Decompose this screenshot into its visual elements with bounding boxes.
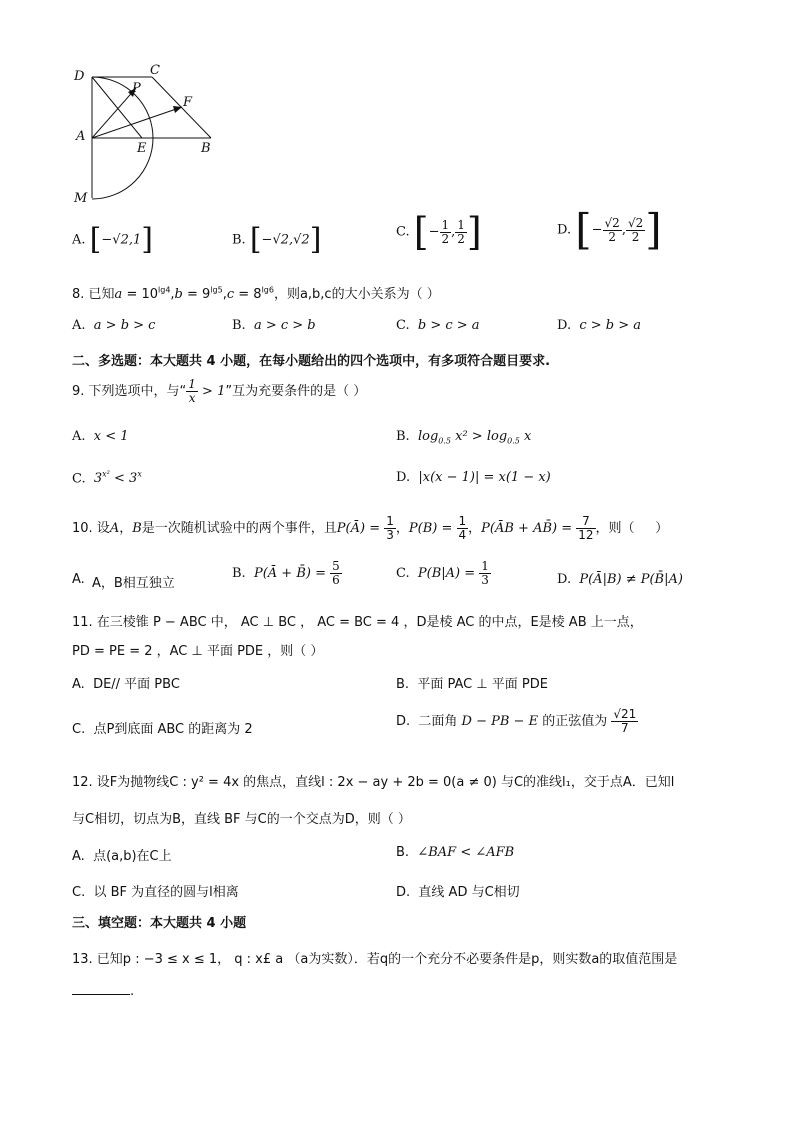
arrowhead-f [173,106,182,113]
q7-option-d: D. [− $\frac{√2}{2}$ , $\frac{√2}{2}$ ] [557,205,662,254]
q9-option-b: B. $\log_{0.5} x^2 > \log_{0.5} x$ [396,429,532,446]
q9-option-a: A. x < 1 [72,429,129,444]
q8-option-c: C. b > c > a [396,318,480,333]
q10-option-d: D. P(Ā|B) ≠ P(B̄|A) [557,572,683,587]
q11-option-c: C. 点P到底面 ABC 的距离为 2 [72,722,253,737]
q11-option-d: D. 二面角 D − PB − E 的正弦值为 $\frac{√21}{7}$ [396,707,637,735]
q7-a-letter: A. [72,232,86,248]
q11-option-b: B. 平面 PAC ⊥ 平面 PDE [396,677,548,692]
q8-d-text: c > b > a [579,318,642,333]
q7-b-letter: B. [232,232,246,248]
q12-option-c: C. 以 BF 为直径的圆与l相离 [72,885,239,900]
q8-prefix: 8. 已知 [72,287,115,302]
q7-option-b: B. [−√2,√2] [232,222,322,257]
q9-option-d: D. |x(x − 1)| = x(1 − x) [396,470,551,485]
label-a: A [76,129,86,144]
q7-c-letter: C. [396,224,410,240]
label-f: F [183,95,193,110]
section2-title: 二、多选题：本大题共 4 小题，在每小题给出的四个选项中，有多项符合题目要求. [72,354,551,369]
q10-option-b: B. P(Ā + B̄) = $\frac{5}{6}$ [232,559,340,587]
q8-suffix: ，则a,b,c的大小关系为（ ） [273,287,440,302]
q11-line1: 11. 在三棱锥 P − ABC 中， AC ⊥ BC ， AC = BC = 4 ，D是棱 AC 的中点，E是棱 AB 上一点， [72,615,643,630]
q8-a-text: a > b > c [93,318,156,333]
label-p: P [132,81,141,96]
q8-option-b: B. a > c > b [232,318,316,333]
label-d: D [74,69,85,84]
q10-option-a-text: A，B相互独立 [92,576,175,591]
q13-line2: . [72,984,134,999]
q7-option-a: A. [−√2,1] [72,222,153,257]
q12-line2: 与C相切，切点为B，直线 BF 与C的一个交点为D，则（ ） [72,812,411,827]
q10-option-c: C. P(B|A) = $\frac{1}{3}$ [396,559,489,587]
q11-line2: PD = PE = 2 ，AC ⊥ 平面 PDE ，则（ ） [72,644,324,659]
label-c: C [150,63,160,78]
label-m: M [74,191,88,205]
q8-stem: 8. 已知$a = 10^{lg4},b = 9^{lg5},c = 8^{lg6}$，则a,b,c的大小关系为（ ） [72,285,440,302]
q12-option-d: D. 直线 AD 与C相切 [396,885,520,900]
q7-d-letter: D. [557,222,572,238]
geometry-figure [70,60,230,205]
q12-option-b: B. ∠BAF < ∠AFB [396,845,515,860]
q12-option-a: A. 点(a,b)在C上 [72,849,172,864]
q10-stem: 10. 设A，B是一次随机试验中的两个事件，且P(Ā) = $\frac{1}{3}$ ，P(B) = $\frac{1}{4}$ ，P(ĀB + AB̄) = $\frac{7}{12}$ ，则（ ） [72,514,669,542]
label-e: E [137,141,147,156]
q13-line1: 13. 已知p : −3 ≤ x ≤ 1， q : x£ a （a为实数）．若q的一个充分不必要条件是p，则实数a的取值范围是 [72,952,678,967]
q7-option-c: C. [− $\frac{1}{2}$ , $\frac{1}{2}$ ] [396,210,482,254]
q12-line1: 12. 设F为抛物线C : y² = 4x 的焦点，直线l : 2x − ay + 2b = 0(a ≠ 0) 与C的准线l₁，交于点A．已知l [72,775,675,790]
section3-title: 三、填空题：本大题共 4 小题 [72,916,247,931]
q8-option-d: D. c > b > a [557,318,642,333]
q9-option-c: C. $3^{x^2} < 3^x$ [72,470,142,487]
q8-option-a: A. a > b > c [72,318,156,333]
q11-option-a: A. DE// 平面 PBC [72,677,180,692]
label-b: B [201,141,211,156]
q8-c-text: b > c > a [417,318,480,333]
q13-answer-blank[interactable] [72,984,130,995]
q8-b-text: a > c > b [253,318,316,333]
q10-option-a: A. [72,572,85,587]
q9-stem: 9. 下列选项中，与“ $\frac{1}{x}$ > 1”互为充要条件的是（ ） [72,377,367,405]
